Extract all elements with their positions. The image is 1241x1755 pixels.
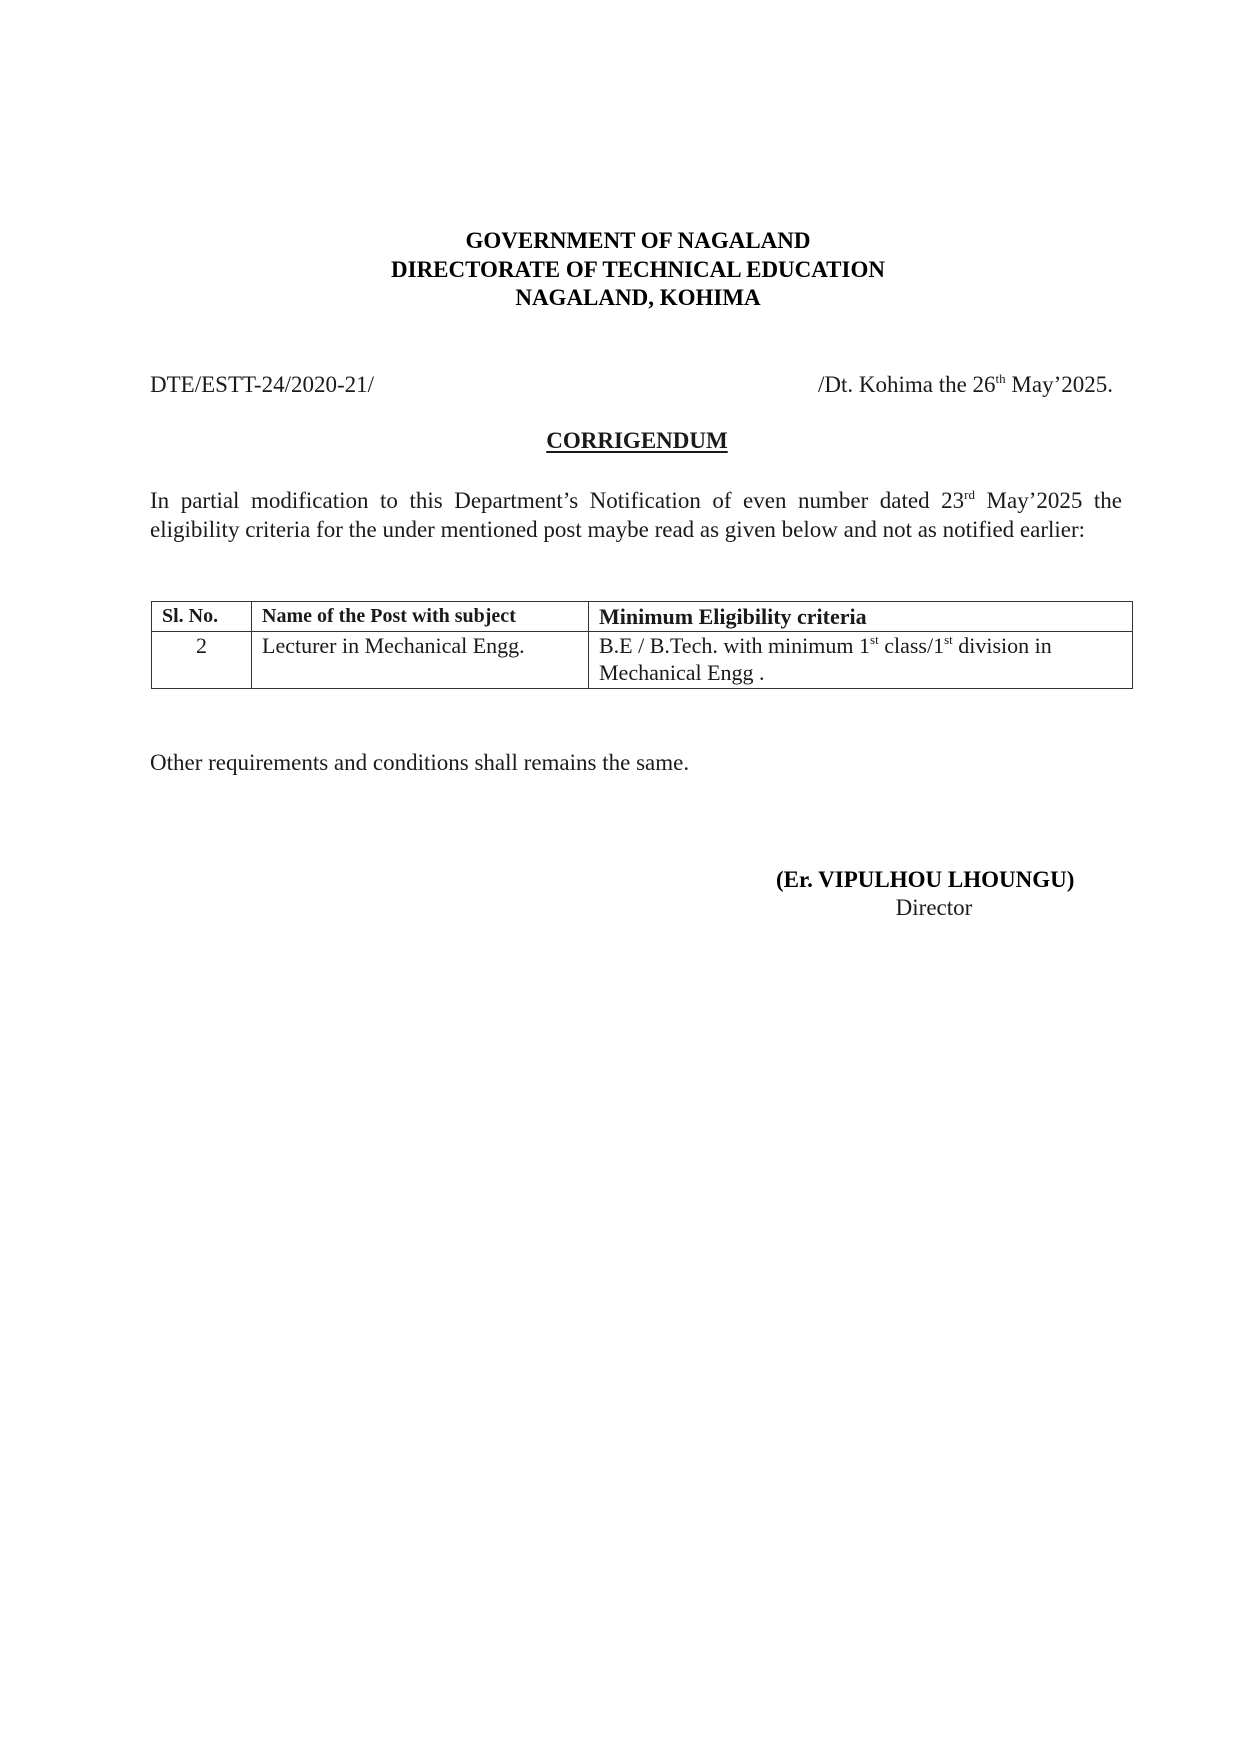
eligibility-table [151, 601, 1133, 689]
header-eligibility: Minimum Eligibility criteria [589, 602, 1133, 632]
table-header-row [152, 602, 1133, 632]
signatory-designation: Director [895, 895, 973, 920]
body-part1: In partial modification to this Department’s Notification of even number dated 23 [150, 488, 965, 513]
body-part2: May’2025 the eligibility criteria for the under mentioned post maybe read as given below and not as notified earlier: [150, 488, 1122, 542]
table-row [152, 632, 1133, 689]
body-paragraph [150, 486, 1122, 544]
cell-sl-no: 2 [152, 632, 252, 689]
date-ordinal: th [995, 371, 1006, 386]
criteria-ordinal-2: st [944, 632, 953, 647]
criteria-part-b: class/1 [878, 633, 945, 658]
signatory-name: (Er. VIPULHOU LHOUNGU) [776, 867, 1075, 892]
header-sl-no: Sl. No. [152, 602, 252, 632]
criteria-part-a: B.E / B.Tech. with minimum 1 [599, 633, 871, 658]
header-post-name: Name of the Post with subject [252, 602, 589, 632]
header-directorate: DIRECTORATE OF TECHNICAL EDUCATION [391, 257, 885, 282]
reference-date [818, 370, 1113, 399]
reference-number: DTE/ESTT-24/2020-21/ [150, 372, 375, 397]
header-government: GOVERNMENT OF NAGALAND [465, 228, 811, 253]
criteria-part-c: division in Mechanical Engg . [599, 633, 1052, 685]
header-location: NAGALAND, KOHIMA [515, 285, 761, 310]
cell-eligibility [589, 632, 1133, 689]
closing-statement: Other requirements and conditions shall remains the same. [150, 750, 690, 775]
date-prefix: /Dt. Kohima the 26 [817, 372, 996, 397]
cell-post-name: Lecturer in Mechanical Engg. [252, 632, 589, 689]
date-suffix: May’2025. [1005, 372, 1113, 397]
criteria-ordinal-1: st [870, 632, 879, 647]
body-ordinal: rd [964, 487, 975, 502]
document-title: CORRIGENDUM [546, 428, 728, 453]
